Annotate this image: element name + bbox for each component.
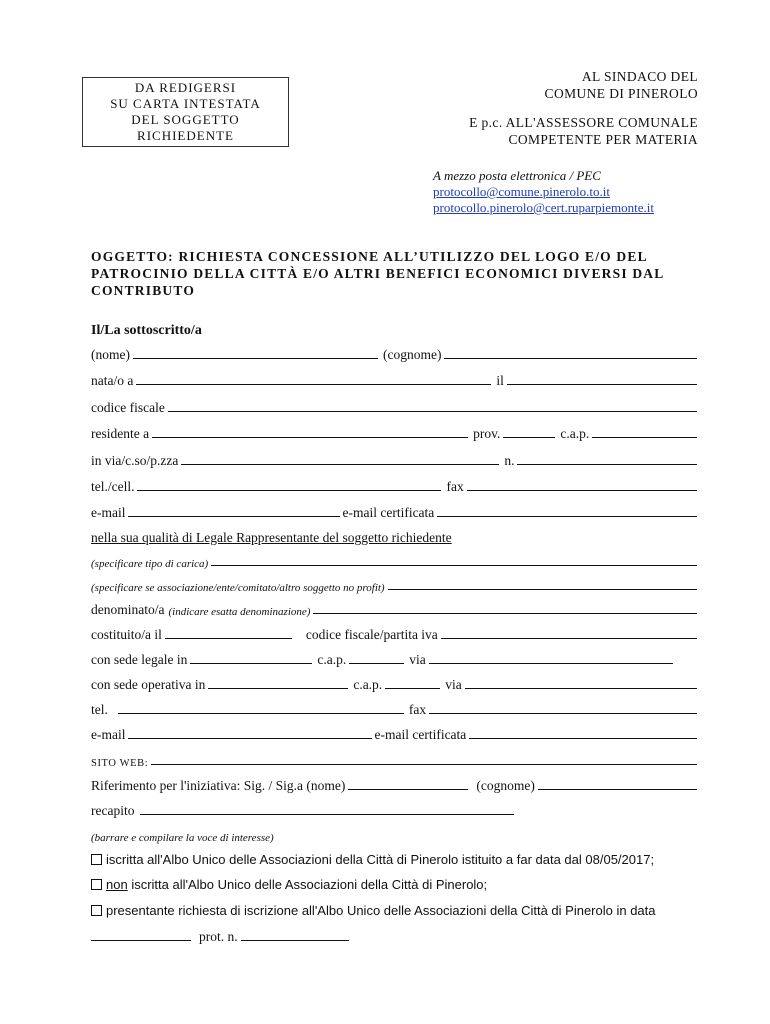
fax-field[interactable] [467,490,697,491]
recapito-field[interactable] [140,814,514,815]
entity-fax-field[interactable] [429,713,697,714]
field-label: prot. n. [199,929,238,944]
pec-email-link[interactable]: protocollo@comune.pinerolo.to.it [433,184,610,199]
form-row-application-date [91,925,697,945]
undersigned-heading: Il/La sottoscritto/a [91,323,202,338]
recipient-block [469,68,698,148]
operating-seat-cap-field[interactable] [385,688,440,689]
box-line: SU CARTA INTESTATA [110,96,261,111]
form-row-reference [91,774,697,794]
field-label: Riferimento per l'iniziativa: Sig. / Sig.a (nome) [91,778,346,793]
form-row-fiscal-code [91,396,697,416]
field-label: c.a.p. [317,652,347,667]
entity-certified-email-field[interactable] [469,738,697,739]
pec-email-link[interactable]: protocollo.pinerolo@cert.ruparpiemonte.it [433,200,654,215]
subject-type-field[interactable] [388,589,697,590]
website-field[interactable] [151,764,697,765]
vat-field[interactable] [441,638,697,639]
checkbox-icon[interactable] [91,879,102,890]
field-label: (specificare se associazione/ente/comitato/altro soggetto no profit) [91,582,385,594]
field-label: nata/o a [91,373,134,388]
form-row-subject-type [91,574,697,594]
field-label: e-mail certificata [342,505,435,520]
nome-field[interactable] [133,358,378,359]
form-row-constitution [91,623,697,643]
field-label: (cognome) [382,347,442,362]
residence-field[interactable] [152,437,468,438]
operating-seat-street-field[interactable] [465,688,697,689]
application-date-field[interactable] [91,940,191,941]
option-not-registered[interactable]: non iscritta all'Albo Unico delle Associazioni della Città di Pinerolo; [91,877,487,892]
form-row-operating-seat [91,673,697,693]
subject-heading: OGGETTO: RICHIESTA CONCESSIONE ALL’UTILIZZO DEL LOGO E/O DEL PATROCINIO DELLA CITTÀ E/O ALTRI BENEFICI ECONOMICI DIVERSI DAL CONTRIBUTO [91,249,665,298]
field-hint: (indicare esatta denominazione) [168,606,311,618]
form-row-denomination [91,598,697,618]
field-label: residente a [91,426,150,441]
legal-seat-street-field[interactable] [429,663,673,664]
field-label: costituito/a il [91,627,162,642]
option-registered[interactable]: iscritta all'Albo Unico delle Associazioni della Città di Pinerolo istituito a far data dal 08/05/2017; [91,852,654,867]
protocol-number-field[interactable] [241,940,349,941]
birthplace-field[interactable] [136,384,491,385]
form-row-legal-seat [91,648,697,668]
form-row-email [91,501,697,521]
certified-email-field[interactable] [437,516,697,517]
email-field[interactable] [128,516,340,517]
field-label: via [409,652,426,667]
field-label: il [496,373,504,388]
recipient-line: COMPETENTE PER MATERIA [508,132,698,147]
recipient-line: E p.c. ALL'ASSESSORE COMUNALE [469,115,698,130]
carica-field[interactable] [211,565,697,566]
role-title: nella sua qualità di Legale Rappresentante del soggetto richiedente [91,530,452,545]
form-row-birth [91,369,697,389]
field-label: fax [446,479,464,494]
field-label: con sede operativa in [91,677,206,692]
field-label: (nome) [91,347,130,362]
box-line: DA REDIGERSI [134,80,237,95]
reference-surname-field[interactable] [538,789,697,790]
option-application-pending[interactable]: presentante richiesta di iscrizione all'Albo Unico delle Associazioni della Città di Pinerolo in data [91,903,656,918]
field-label: in via/c.so/p.zza [91,453,179,468]
field-label: tel. [91,702,108,717]
form-row-recapito [91,799,697,819]
recipient-line: AL SINDACO DEL [581,69,698,84]
field-label: fax [408,702,427,717]
field-label: recapito [91,803,135,818]
options-hint: (barrare e compilare la voce di interesse) [91,832,274,844]
checkbox-icon[interactable] [91,854,102,865]
entity-email-field[interactable] [128,738,372,739]
street-field[interactable] [181,464,499,465]
field-label: c.a.p. [560,426,590,441]
form-row-website [91,749,697,769]
reference-name-field[interactable] [348,789,468,790]
options-hint-row [91,824,697,844]
field-label: (specificare tipo di carica) [91,558,209,570]
field-label: c.a.p. [353,677,383,692]
letterhead-note-box [82,77,289,147]
box-line: RICHIEDENTE [137,128,234,143]
form-row-phone [91,475,697,495]
box-line: DEL SOGGETTO [131,112,240,127]
birthdate-field[interactable] [507,384,697,385]
field-label: n. [504,453,515,468]
form-row-entity-email [91,723,697,743]
field-label: codice fiscale [91,400,165,415]
role-title-row [91,526,697,546]
pec-block [433,168,654,216]
denomination-field[interactable] [313,613,697,614]
pec-label: A mezzo posta elettronica / PEC [433,168,601,183]
phone-field[interactable] [137,490,441,491]
form-row-address [91,449,697,469]
field-label: tel./cell. [91,479,135,494]
field-label: (cognome) [476,778,535,793]
field-label: e-mail [91,727,126,742]
field-label: prov. [473,426,501,441]
fiscal-code-field[interactable] [168,411,697,412]
cap-field[interactable] [592,437,697,438]
form-row-residence [91,422,697,442]
field-label: e-mail [91,505,126,520]
cognome-field[interactable] [444,358,697,359]
field-label: via [445,677,462,692]
form-row-carica [91,550,697,570]
field-label: con sede legale in [91,652,188,667]
field-label: denominato/a [91,602,165,617]
legal-seat-cap-field[interactable] [349,663,404,664]
field-label: codice fiscale/partita iva [305,627,438,642]
operating-seat-field[interactable] [208,688,348,689]
recipient-line: COMUNE DI PINEROLO [544,86,698,101]
province-field[interactable] [503,437,555,438]
legal-seat-field[interactable] [190,663,312,664]
field-label: SITO WEB: [91,758,149,769]
form-row-entity-phone [91,698,697,718]
entity-phone-field[interactable] [118,713,404,714]
form-row-name [91,343,697,363]
field-label: e-mail certificata [374,727,467,742]
constitution-date-field[interactable] [165,638,292,639]
street-number-field[interactable] [517,464,697,465]
checkbox-icon[interactable] [91,905,102,916]
